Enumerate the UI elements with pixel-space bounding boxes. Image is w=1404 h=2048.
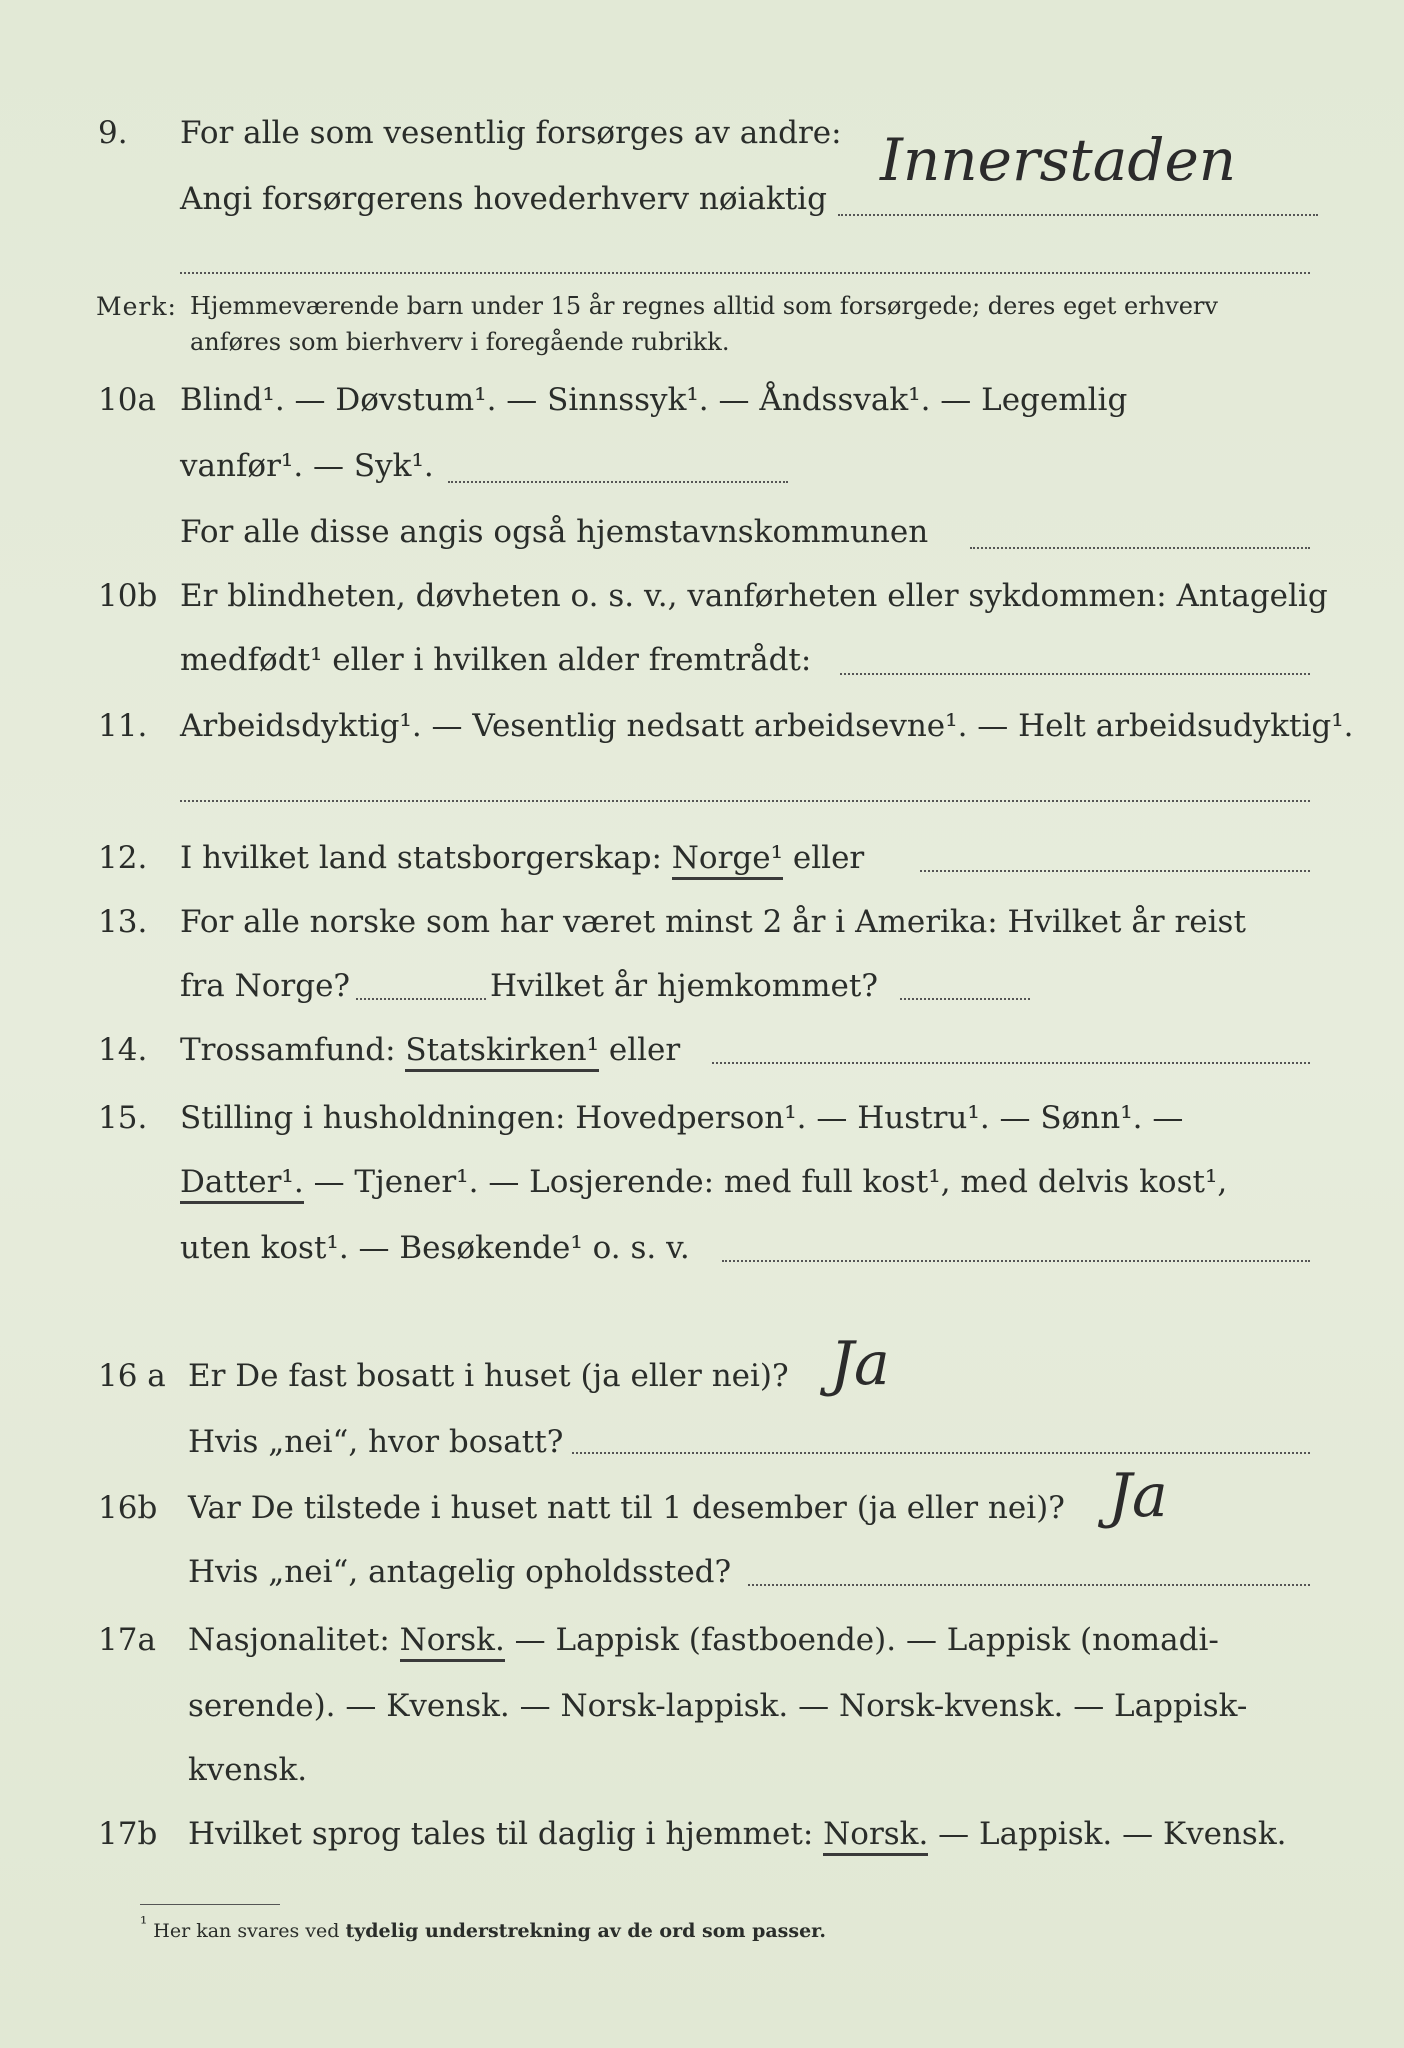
q17a-number: 17a <box>98 1622 156 1658</box>
merk-text-1: Hjemmeværende barn under 15 år regnes alltid som forsørgede; deres eget erhverv <box>190 292 1218 320</box>
q10b-answer-line <box>840 673 1310 675</box>
q16a-handwritten-answer: Ja <box>830 1329 890 1399</box>
q12-content <box>180 838 864 878</box>
q9-handwritten-answer: Innerstaden <box>880 126 1237 194</box>
q13-reist-line <box>356 998 486 1000</box>
q17a-question-3: kvensk. <box>188 1752 308 1788</box>
q11-number: 11. <box>98 708 148 744</box>
merk-text-2: anføres som bierhverv i foregående rubrikk. <box>190 328 730 356</box>
q10a-syk-line <box>448 481 788 483</box>
q10b-question: Er blindheten, døvheten o. s. v., vanførheten eller sykdommen: Antagelig <box>180 578 1328 614</box>
q17a-underlined-answer: Norsk. <box>400 1622 505 1662</box>
q17b-content <box>188 1814 1286 1854</box>
q15-question: Stilling i husholdningen: Hovedperson¹. — Hustru¹. — Sønn¹. — <box>180 1100 1184 1136</box>
q16a-answer-line <box>572 1452 1310 1454</box>
q16b-handwritten-answer: Ja <box>1108 1461 1168 1531</box>
q10a-number: 10a <box>98 382 156 418</box>
q12-underlined-answer: Norge¹ <box>672 840 783 880</box>
q10b-number: 10b <box>98 578 158 614</box>
q17b-question: Hvilket sprog tales til daglig i hjemmet: <box>188 1816 814 1852</box>
q10a-question-2: vanfør¹. — Syk¹. <box>180 448 434 484</box>
q16b-question-2: Hvis „nei“, antagelig opholdssted? <box>188 1554 732 1590</box>
q15-content-2 <box>180 1162 1227 1202</box>
q12-suffix: eller <box>792 840 865 876</box>
q14-number: 14. <box>98 1032 148 1068</box>
q14-question: Trossamfund: <box>180 1032 396 1068</box>
q9-answer-line <box>838 214 1318 216</box>
q15-number: 15. <box>98 1100 148 1136</box>
q9-extra-line <box>180 272 1310 274</box>
q15-question-2: — Tjener¹. — Losjerende: med full kost¹, med delvis kost¹, <box>313 1164 1228 1200</box>
q9-question-2: Angi forsørgerens hovederhverv nøiaktig <box>180 181 827 217</box>
q17b-suffix: — Lappisk. — Kvensk. <box>938 1816 1287 1852</box>
q17a-question-2: serende). — Kvensk. — Norsk-lappisk. — Norsk-kvensk. — Lappisk- <box>188 1688 1248 1724</box>
q13-number: 13. <box>98 904 148 940</box>
q14-underlined-answer: Statskirken¹ <box>405 1032 599 1072</box>
q17a-question: Nasjonalitet: <box>188 1622 390 1658</box>
q17b-number: 17b <box>98 1816 158 1852</box>
q17a-question-rest: — Lappisk (fastboende). — Lappisk (nomadi- <box>514 1622 1219 1658</box>
footnote-text: Her kan svares ved <box>153 1920 340 1942</box>
q15-underlined-answer: Datter¹. <box>180 1164 304 1204</box>
q15-answer-line <box>722 1260 1310 1262</box>
q10b-question-2: medfødt¹ eller i hvilken alder fremtrådt: <box>180 642 812 678</box>
q14-suffix: eller <box>608 1032 681 1068</box>
q16b-number: 16b <box>98 1490 158 1526</box>
q16b-question: Var De tilstede i huset natt til 1 desember (ja eller nei)? <box>188 1490 1065 1526</box>
q12-answer-line <box>920 870 1310 872</box>
q12-number: 12. <box>98 840 148 876</box>
footnote <box>140 1913 827 1942</box>
q14-answer-line <box>712 1062 1310 1064</box>
footnote-rule <box>140 1904 280 1905</box>
q10a-question-3: For alle disse angis også hjemstavnskommunen <box>180 514 929 550</box>
q16b-answer-line <box>748 1584 1310 1586</box>
footnote-bold-text: tydelig understrekning av de ord som passer. <box>345 1920 827 1942</box>
q17a-content <box>188 1620 1219 1660</box>
q11-question: Arbeidsdyktig¹. — Vesentlig nedsatt arbeidsevne¹. — Helt arbeidsudyktig¹. <box>180 708 1354 744</box>
q16a-number: 16 a <box>98 1358 166 1394</box>
q16a-question-2: Hvis „nei“, hvor bosatt? <box>188 1424 564 1460</box>
q15-question-3: uten kost¹. — Besøkende¹ o. s. v. <box>180 1230 690 1266</box>
q10a-kommune-line <box>970 547 1310 549</box>
merk-label: Merk: <box>96 292 177 321</box>
q13-reist-label: fra Norge? <box>180 968 351 1004</box>
footnote-mark: ¹ <box>140 1913 148 1935</box>
q9-question: For alle som vesentlig forsørges av andre: <box>180 115 842 151</box>
q13-question: For alle norske som har været minst 2 år i Amerika: Hvilket år reist <box>180 904 1246 940</box>
q17b-underlined-answer: Norsk. <box>823 1816 928 1856</box>
q10a-question: Blind¹. — Døvstum¹. — Sinnssyk¹. — Åndssvak¹. — Legemlig <box>180 382 1128 418</box>
q13-hjemkommet-line <box>900 998 1030 1000</box>
q13-hjemkommet-label: Hvilket år hjemkommet? <box>490 968 878 1004</box>
q12-question: I hvilket land statsborgerskap: <box>180 840 662 876</box>
q11-answer-line <box>180 800 1310 802</box>
q9-number: 9. <box>98 115 128 151</box>
q14-content <box>180 1030 680 1070</box>
q16a-question: Er De fast bosatt i huset (ja eller nei)? <box>188 1358 789 1394</box>
